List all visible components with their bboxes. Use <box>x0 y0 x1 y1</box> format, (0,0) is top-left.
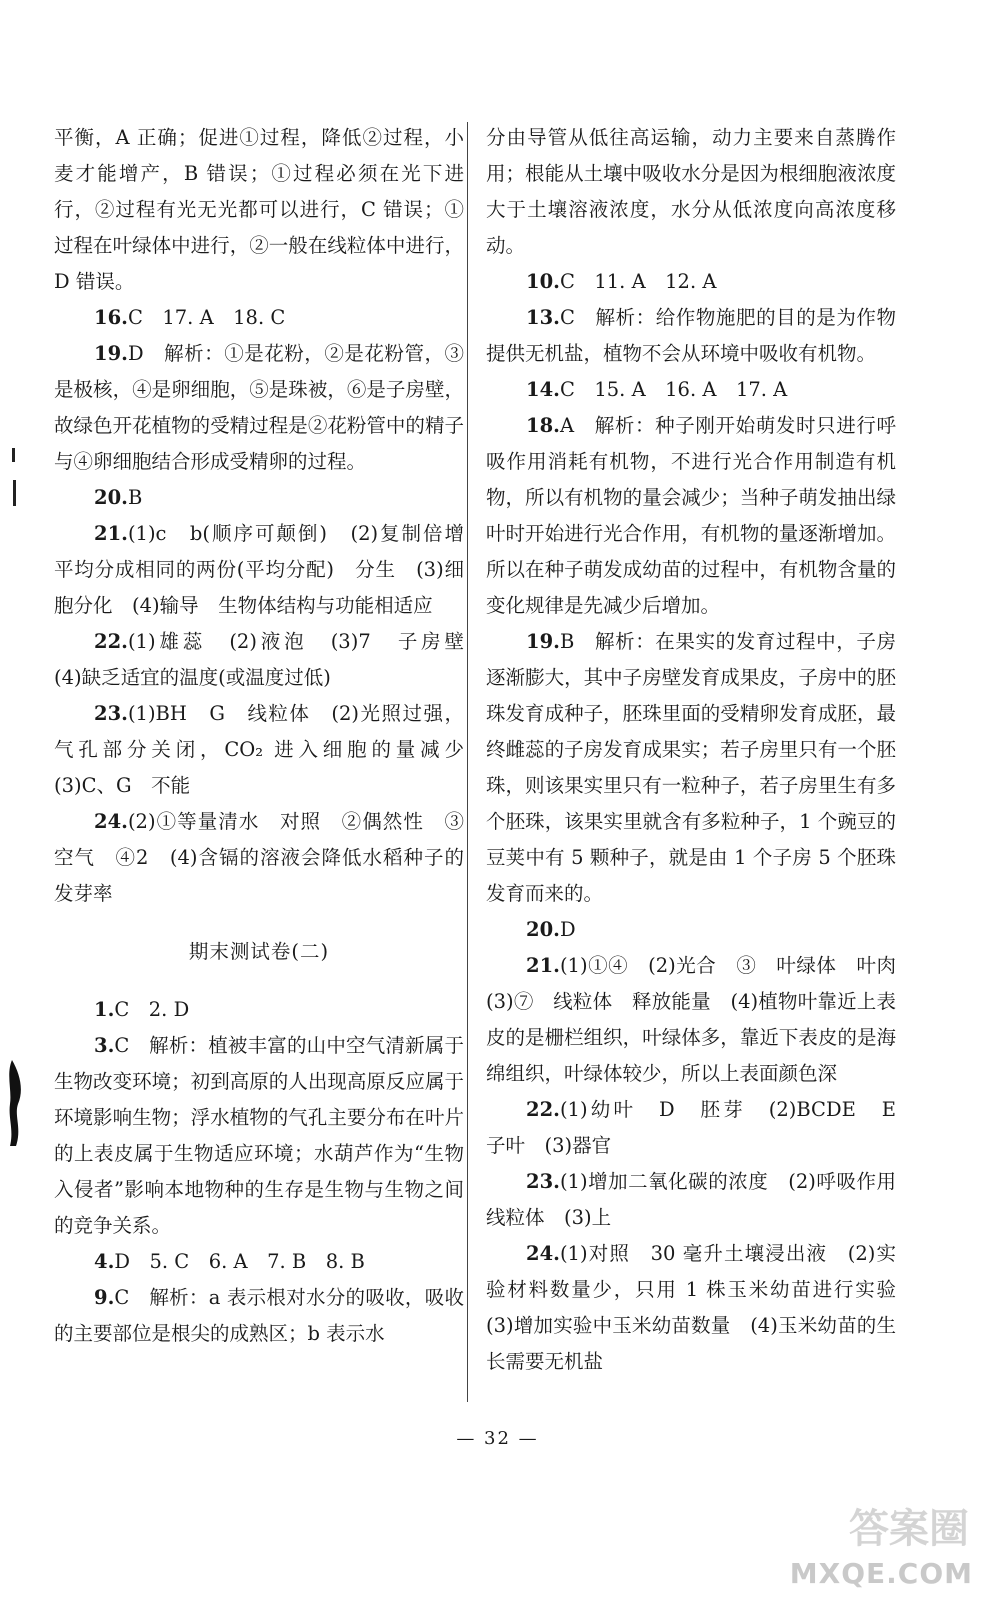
answer-paragraph <box>54 1028 464 1244</box>
answer-paragraph <box>54 696 484 804</box>
answer-paragraph <box>54 336 464 480</box>
answer-text: (1)幼叶 D 胚芽 (2)BCDE E 子叶 (3)器官 <box>486 1098 916 1157</box>
answer-text: C 解析：给作物施肥的目的是为作物提供无机盐，植物不会从环境中吸收有机物。 <box>486 306 896 365</box>
answer-text: C 2. D <box>114 998 190 1021</box>
answer-paragraph <box>54 992 464 1028</box>
answer-text: (1)雄蕊 (2)液泡 (3)7 子房壁 (4)缺乏适宜的温度(或温度过低) <box>54 630 484 689</box>
question-number: 21. <box>526 954 560 977</box>
answer-text: C 解析：a 表示根对水分的吸收，吸收的主要部位是根尖的成熟区；b 表示水 <box>54 1286 464 1345</box>
answer-paragraph <box>486 120 896 264</box>
question-number: 4. <box>94 1250 115 1273</box>
page-number: — 32 — <box>456 1428 539 1449</box>
question-number: 23. <box>94 702 128 725</box>
question-number: 23. <box>526 1170 560 1193</box>
scan-mark-top <box>8 440 22 520</box>
answer-text: (1)BH G 线粒体 (2)光照过强，气孔部分关闭，CO₂ 进入细胞的量减少 (3)C、G 不能 <box>54 702 484 797</box>
answer-paragraph <box>486 1092 916 1164</box>
watermark <box>789 1504 977 1594</box>
answer-text: (1)增加二氧化碳的浓度 (2)呼吸作用 线粒体 (3)上 <box>486 1170 916 1229</box>
answer-text: (1)①④ (2)光合 ③ 叶绿体 叶肉 (3)⑦ 线粒体 释放能量 (4)植物叶靠近上表皮的是栅栏组织，叶绿体多，靠近下表皮的是海绵组织，叶绿体较少，所以上表面颜色深 <box>486 954 916 1085</box>
answer-text: C 17. A 18. C <box>127 306 286 329</box>
answer-text: C 解析：植被丰富的山中空气清新属于生物改变环境；初到高原的人出现高原反应属于环境影响生物；浮水植物的气孔主要分布在叶片的上表皮属于生物适应环境；水葫芦作为“生物入侵者”影响本地物种的生存是生物与生物之间的竞争关系。 <box>54 1034 464 1237</box>
question-number: 20. <box>94 486 128 509</box>
answer-paragraph <box>486 948 916 1092</box>
question-number: 24. <box>526 1242 560 1265</box>
question-number: 20. <box>526 918 560 941</box>
answer-paragraph <box>54 480 464 516</box>
answer-text: C 15. A 16. A 17. A <box>559 378 788 401</box>
answer-text: (1)c b(顺序可颠倒) (2)复制倍增 平均分成相同的两份(平均分配) 分生 (3)细胞分化 (4)输导 生物体结构与功能相适应 <box>54 522 484 617</box>
question-number: 1. <box>94 998 115 1021</box>
answer-paragraph <box>486 912 896 948</box>
question-number: 9. <box>94 1286 115 1309</box>
question-number: 3. <box>94 1034 115 1057</box>
question-number: 14. <box>526 378 560 401</box>
column-divider <box>467 122 468 1402</box>
answer-text: D 解析：①是花粉，②是花粉管，③是极核，④是卵细胞，⑤是珠被，⑥是子房壁，故绿色开花植物的受精过程是②花粉管中的精子与④卵细胞结合形成受精卵的过程。 <box>54 342 464 473</box>
answer-paragraph <box>54 1280 464 1352</box>
answer-text: 平衡，A 正确；促进①过程，降低②过程，小麦才能增产，B 错误；①过程必须在光下进行，②过程有光无光都可以进行，C 错误；①过程在叶绿体中进行，②一般在线粒体中进行，D 错误。 <box>54 126 464 293</box>
question-number: 19. <box>526 630 560 653</box>
question-number: 21. <box>94 522 128 545</box>
answer-paragraph <box>54 300 464 336</box>
question-number: 16. <box>94 306 128 329</box>
answer-paragraph <box>486 1164 916 1236</box>
section-title: 期末测试卷(二) <box>188 940 330 963</box>
answer-paragraph <box>486 264 896 300</box>
question-number: 19. <box>94 342 128 365</box>
answer-text: (1)对照 30 毫升土壤浸出液 (2)实验材料数量少，只用 1 株玉米幼苗进行实验 (3)增加实验中玉米幼苗数量 (4)玉米幼苗的生长需要无机盐 <box>486 1242 916 1373</box>
watermark-site: MXQE.COM <box>789 1557 973 1590</box>
answer-paragraph <box>54 1244 464 1280</box>
answer-text: D 5. C 6. A 7. B 8. B <box>114 1250 365 1273</box>
answer-text: C 11. A 12. A <box>559 270 717 293</box>
left-column <box>54 120 484 1352</box>
question-number: 18. <box>526 414 560 437</box>
answer-paragraph <box>54 624 484 696</box>
answer-paragraph <box>486 1236 916 1380</box>
answer-paragraph <box>486 372 896 408</box>
answer-text: A 解析：种子刚开始萌发时只进行呼吸作用消耗有机物，不进行光合作用制造有机物，所以有机物的量会减少；当种子萌发抽出绿叶时开始进行光合作用，有机物的量逐渐增加。所以在种子萌发成幼苗的过程中，有机物含量的变化规律是先减少后增加。 <box>486 414 896 617</box>
watermark-logo: 答案圈 <box>849 1506 969 1552</box>
answer-paragraph <box>486 408 896 624</box>
answer-paragraph <box>486 624 896 912</box>
question-number: 13. <box>526 306 560 329</box>
right-column <box>486 120 916 1380</box>
answer-paragraph <box>54 120 464 300</box>
scan-mark-bottom <box>4 1060 28 1150</box>
answer-text: 分由导管从低往高运输，动力主要来自蒸腾作用；根能从土壤中吸收水分是因为根细胞液浓度大于土壤溶液浓度，水分从低浓度向高浓度移动。 <box>486 126 896 257</box>
question-number: 10. <box>526 270 560 293</box>
answer-text: (2)①等量清水 对照 ②偶然性 ③空气 ④2 (4)含镉的溶液会降低水稻种子的发芽率 <box>54 810 464 905</box>
answer-paragraph <box>54 804 464 912</box>
answer-paragraph <box>486 300 896 372</box>
answer-paragraph <box>54 516 484 624</box>
question-number: 22. <box>526 1098 560 1121</box>
question-number: 22. <box>94 630 128 653</box>
answer-text: D <box>559 918 576 941</box>
answer-text: B <box>127 486 143 509</box>
question-number: 24. <box>94 810 128 833</box>
answer-text: B 解析：在果实的发育过程中，子房逐渐膨大，其中子房壁发育成果皮，子房中的胚珠发育成种子，胚珠里面的受精卵发育成胚，最终雌蕊的子房发育成果实；若子房里只有一个胚珠，则该果实里只有一粒种子，若子房里生有多个胚珠，该果实里就含有多粒种子，1 个豌豆的豆荚中有 5 颗种子，就是由 1 个子房 5 个胚珠发育而来的。 <box>486 630 896 905</box>
